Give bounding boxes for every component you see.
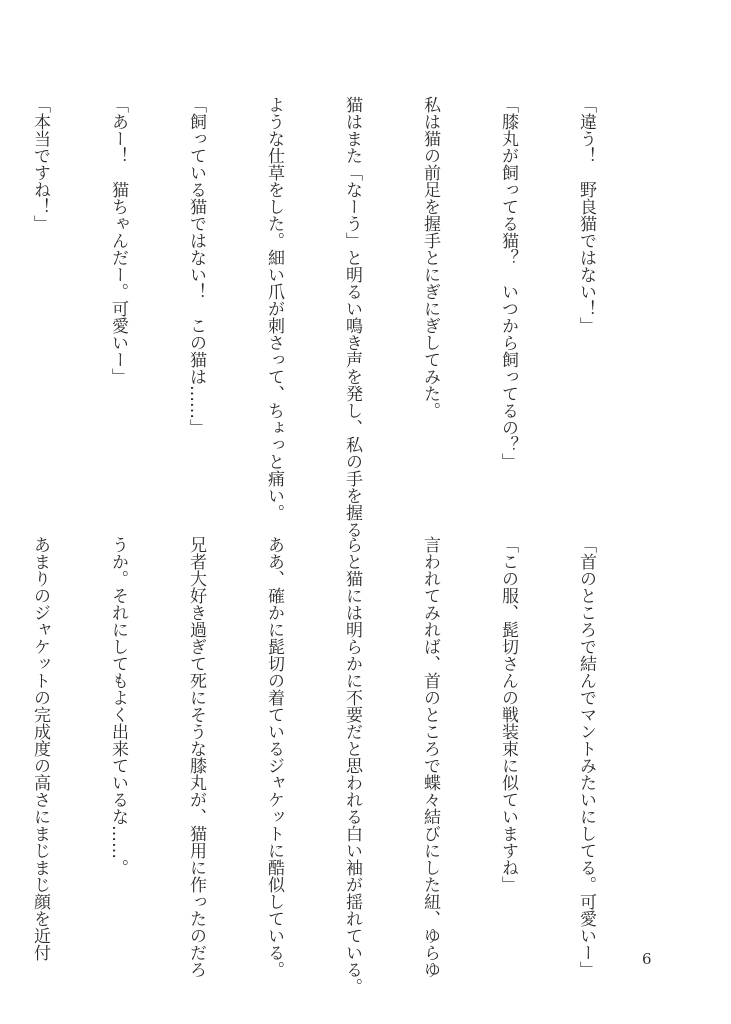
text-line: らと猫には明らかに不要だと思われる白い袖が揺れている。 <box>342 536 362 995</box>
text-line: 「首のところで結んでマントみたいにしてる。可愛いー」 <box>576 536 596 978</box>
text-line: 「あー！ 猫ちゃんだー。可愛いー」 <box>108 96 128 385</box>
text-line: 「飼っている猫ではない！ この猫は……」 <box>186 96 206 436</box>
text-line: 「膝丸が飼ってる猫？ いつから飼ってるの？」 <box>498 96 518 470</box>
text-line: あまりのジャケットの完成度の高さにまじまじ顔を近付 <box>30 536 50 961</box>
text-block-top <box>30 96 651 538</box>
text-line: 言われてみれば、首のところで蝶々結びにした紐、ゆらゆ <box>420 536 440 978</box>
page-number: 6 <box>642 950 652 968</box>
text-line: 「違う！ 野良猫ではない！」 <box>576 96 596 334</box>
text-line: うか。それにしてもよく出来ているな……。 <box>108 536 128 876</box>
text-block-bottom <box>30 536 651 995</box>
text-line: 私は猫の前足を握手とにぎにぎしてみた。 <box>420 96 440 419</box>
text-line: 兄者大好き過ぎて死にそうな膝丸が、猫用に作ったのだろ <box>186 536 206 978</box>
text-line: 「この服、髭切さんの戦装束に似ていますね」 <box>498 536 518 893</box>
text-line: ああ、確かに髭切の着ているジャケットに酷似している。 <box>264 536 284 978</box>
text-line: 猫はまた「なーう」と明るい鳴き声を発し、私の手を握る <box>342 96 362 538</box>
text-line: ような仕草をした。細い爪が刺さって、ちょっと痛い。 <box>264 96 284 521</box>
text-line: 「本当ですね！」 <box>30 96 50 232</box>
